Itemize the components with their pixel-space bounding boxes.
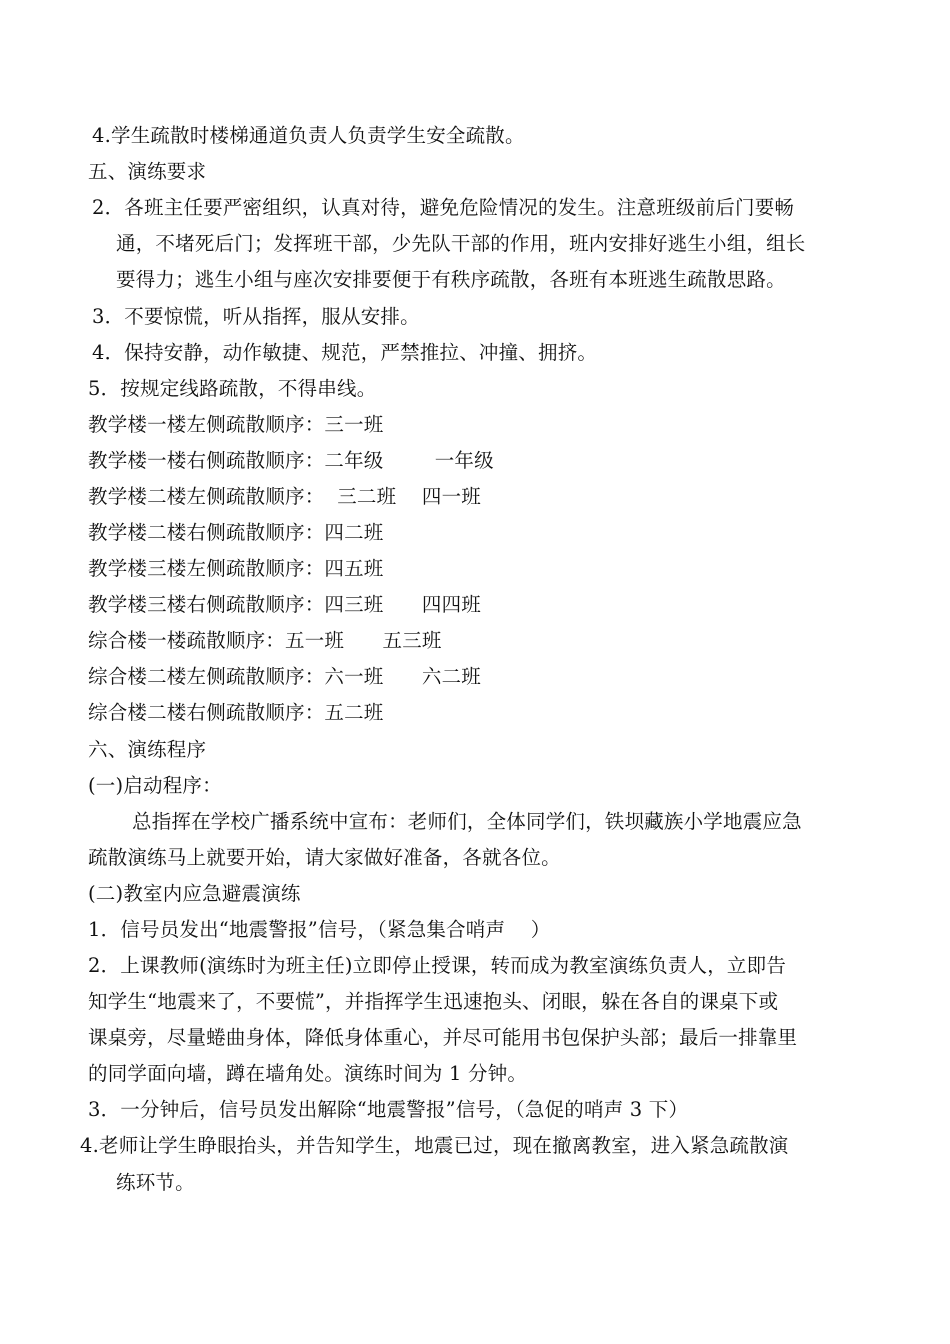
text-line-req-5: 5．按规定线路疏散，不得串线。 [88,377,377,400]
text-line-req-2a: 2．各班主任要严密组织，认真对待，避免危险情况的发生。注意班级前后门要畅 [92,196,795,219]
order-line-teaching-3f-left: 教学楼三楼左侧疏散顺序：四五班 [88,557,384,580]
order-line-teaching-2f-left: 教学楼二楼左侧疏散顺序： 三二班 四一班 [88,485,481,508]
text-line-step-2a: 2．上课教师(演练时为班主任)立即停止授课，转而成为教室演练负责人，立即告 [88,954,787,977]
text-line-announcement-b: 疏散演练马上就要开始，请大家做好准备，各就各位。 [88,846,561,869]
text-line-step-2d: 的同学面向墙，蹲在墙角处。演练时间为 1 分钟。 [88,1062,528,1085]
section-heading-drill-requirements: 五、演练要求 [88,160,207,183]
text-line-announcement-a: 总指挥在学校广播系统中宣布：老师们，全体同学们，铁坝藏族小学地震应急 [132,810,802,833]
text-line-step-4b: 练环节。 [116,1171,195,1194]
order-line-complex-1f: 综合楼一楼疏散顺序：五一班 五三班 [88,629,442,652]
subheading-classroom-drill: (二)教室内应急避震演练 [88,882,301,905]
subheading-startup: (一)启动程序： [88,774,222,797]
text-line-req-3: 3．不要惊慌，听从指挥，服从安排。 [92,305,420,328]
text-line-step-4a: 4.老师让学生睁眼抬头，并告知学生，地震已过，现在撤离教室，进入紧急疏散演 [80,1134,789,1157]
text-line-step-2c: 课桌旁，尽量蜷曲身体，降低身体重心，并尽可能用书包保护头部；最后一排靠里 [88,1026,798,1049]
text-line-step-2b: 知学生“地震来了，不要慌”，并指挥学生迅速抱头、闭眼，躲在各自的课桌下或 [88,990,779,1013]
order-line-teaching-1f-right: 教学楼一楼右侧疏散顺序：二年级 一年级 [88,449,494,472]
order-line-teaching-1f-left: 教学楼一楼左侧疏散顺序：三一班 [88,413,384,436]
order-line-complex-2f-right: 综合楼二楼右侧疏散顺序：五二班 [88,701,384,724]
text-line-req-2b: 通，不堵死后门；发挥班干部，少先队干部的作用，班内安排好逃生小组，组长 [116,232,806,255]
order-line-teaching-2f-right: 教学楼二楼右侧疏散顺序：四二班 [88,521,384,544]
order-line-complex-2f-left: 综合楼二楼左侧疏散顺序：六一班 六二班 [88,665,481,688]
text-line-req-2c: 要得力；逃生小组与座次安排要便于有秩序疏散，各班有本班逃生疏散思路。 [116,268,786,291]
text-line-step-3: 3．一分钟后，信号员发出解除“地震警报”信号，（急促的哨声 3 下） [88,1098,689,1121]
text-line-evacuation-stairs: 4.学生疏散时楼梯通道负责人负责学生安全疏散。 [92,124,525,147]
text-line-req-4: 4．保持安静，动作敏捷、规范，严禁推拉、冲撞、拥挤。 [92,341,598,364]
order-line-teaching-3f-right: 教学楼三楼右侧疏散顺序：四三班 四四班 [88,593,481,616]
text-line-step-1: 1．信号员发出“地震警报”信号，（紧急集合哨声 ） [88,918,551,941]
section-heading-drill-procedure: 六、演练程序 [88,738,207,761]
